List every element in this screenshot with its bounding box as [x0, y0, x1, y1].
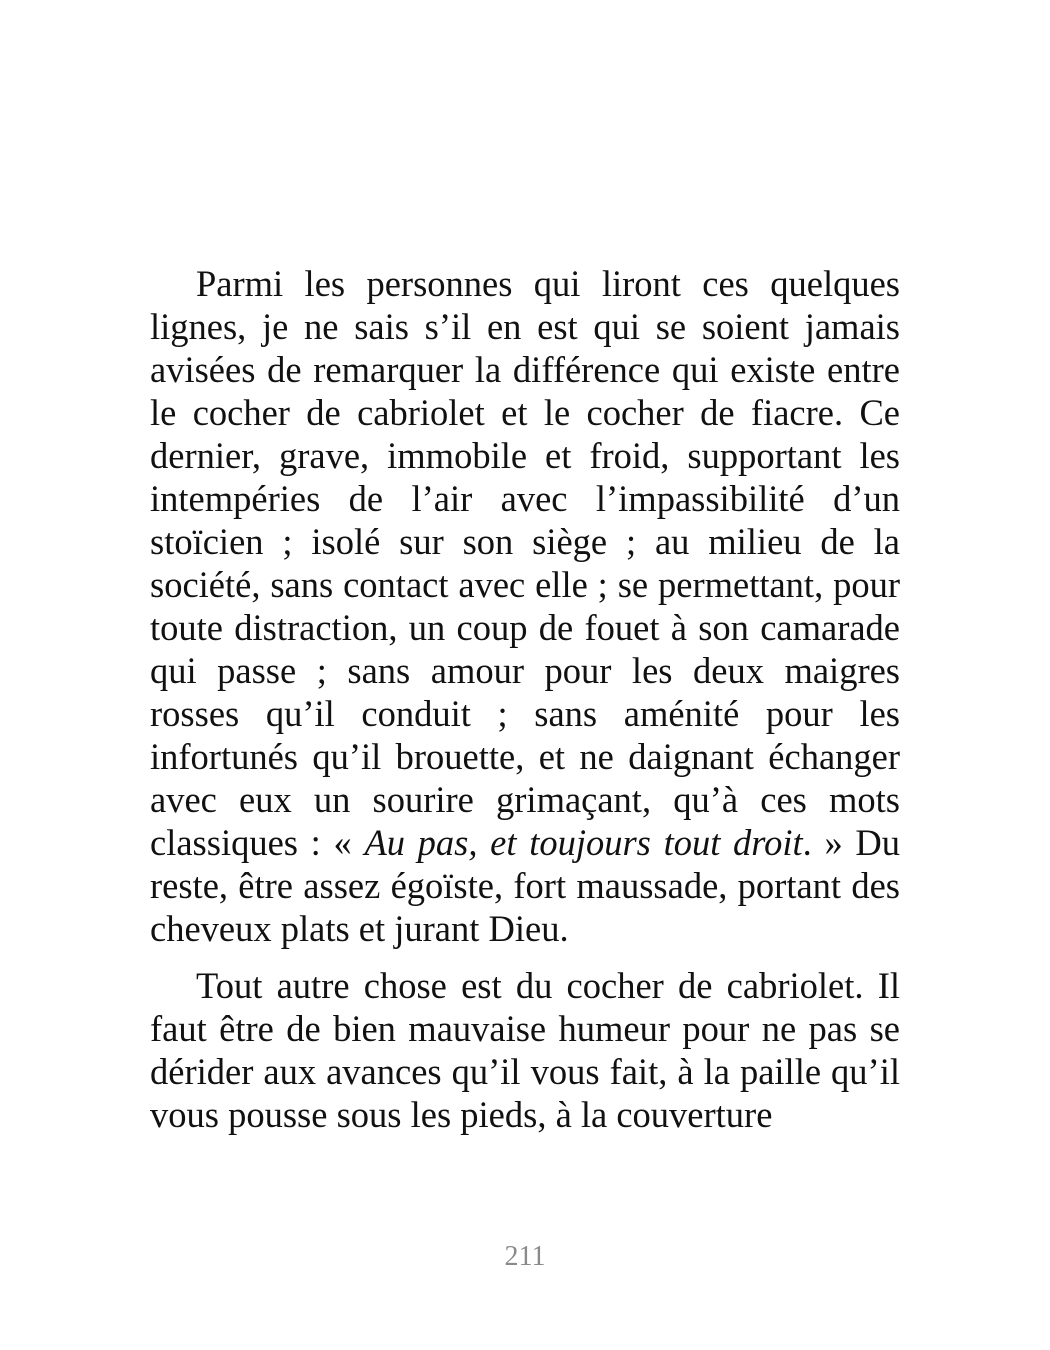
page-number: 211	[504, 1241, 546, 1272]
italic-quote: Au pas, et toujours tout droit	[364, 822, 803, 863]
paragraph-2: Tout autre chose est du cocher de cabriolet. Il faut être de bien mauvaise humeur pour ne pas se dérider aux avances qu’il vous fait, à la paille qu’il vous pousse sous les pieds, à la couverture	[150, 965, 900, 1135]
body-text	[150, 262, 900, 1136]
paragraph-1-text: Parmi les personnes qui liront ces quelques lignes, je ne sais s’il en est qui se soient jamais avisées de remarquer la différence qui existe entre le cocher de cabriolet et le cocher de fiacre. Ce dernier, grave, immobile et froid, supportant les intempéries de l’air avec l’impassibilité d’un stoïcien ; isolé sur son siège ; au milieu de la société, sans contact avec elle ; se permettant, pour toute distraction, un coup de fouet à son camarade qui passe ; sans amour pour les deux maigres rosses qu’il conduit ; sans aménité pour les infortunés qu’il brouette, et ne daignant échanger avec eux un sourire grimaçant, qu’à ces mots classiques : «	[150, 263, 900, 863]
paragraph-1-text-end: . » Du reste, être assez égoïste, fort maussade, portant des cheveux plats et jurant Dieu.	[150, 822, 900, 949]
paragraph-1	[150, 262, 900, 950]
